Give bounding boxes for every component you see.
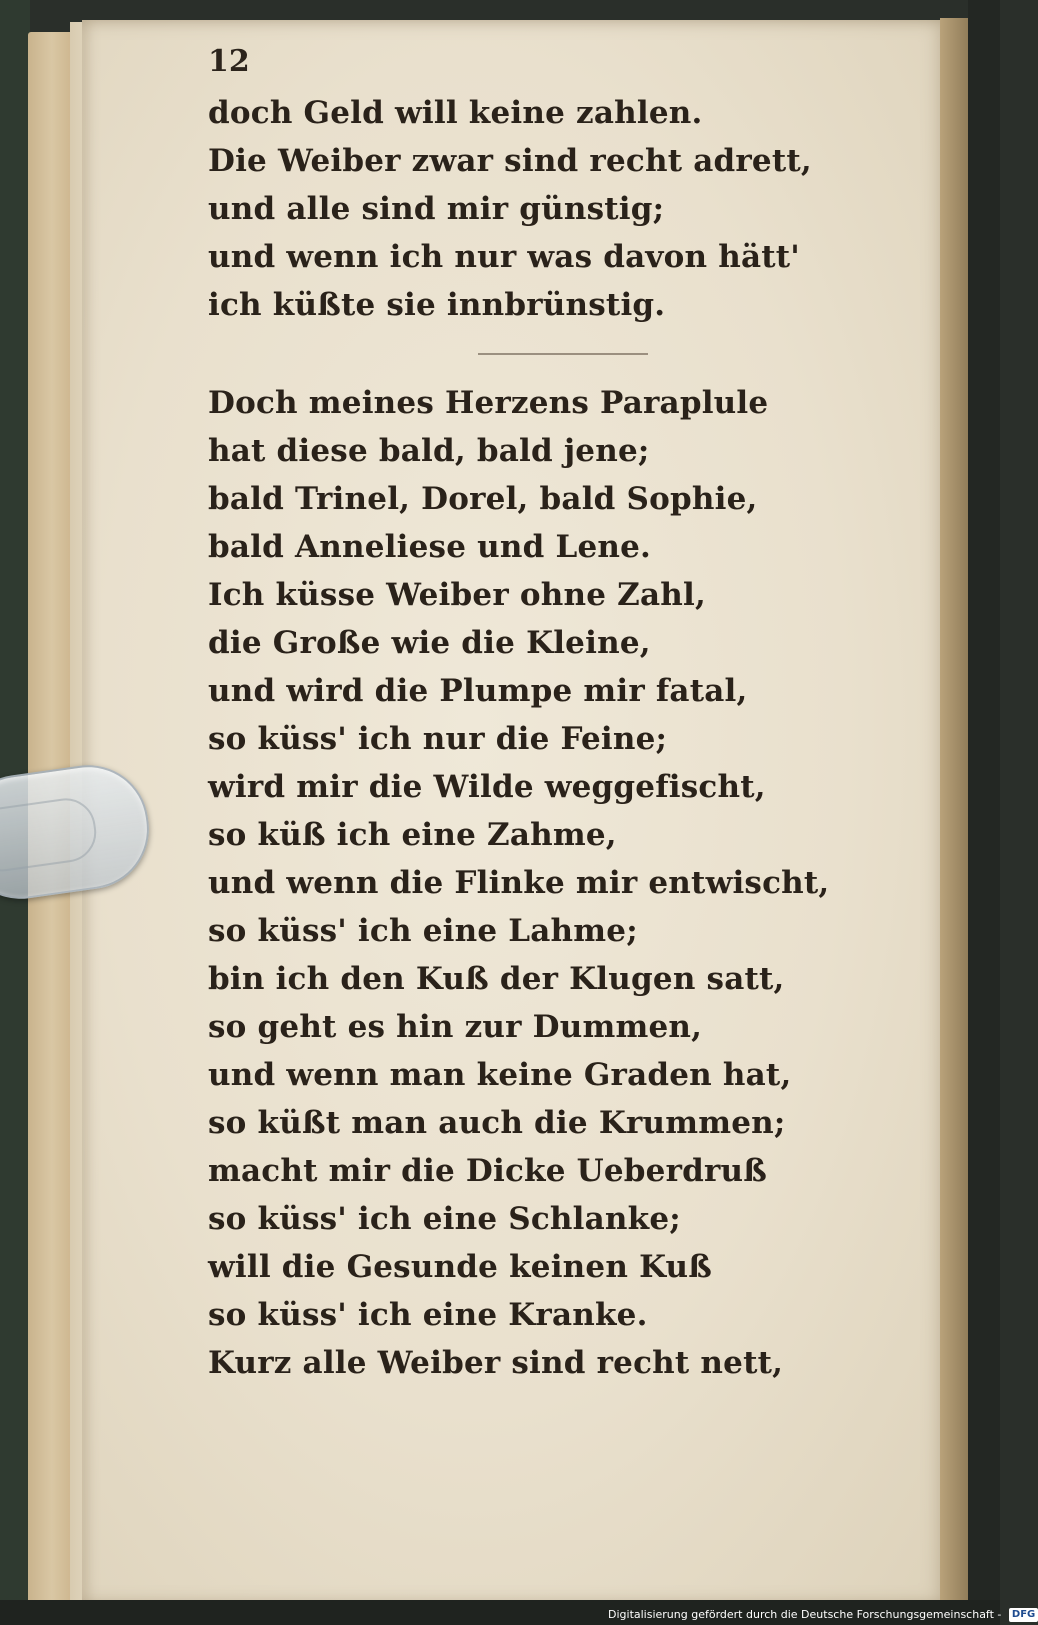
clip-inner-loop <box>0 795 100 876</box>
dfg-logo: DFG <box>1009 1608 1038 1622</box>
text-line: Die Weiber zwar sind recht adrett, <box>208 143 812 179</box>
page-number: 12 <box>208 44 250 79</box>
text-line: bin ich den Kuß der Klugen satt, <box>208 961 785 997</box>
text-line: und wenn man keine Graden hat, <box>208 1057 792 1093</box>
text-line: so geht es hin zur Dummen, <box>208 1009 703 1045</box>
text-line: und wird die Plumpe mir fatal, <box>208 673 748 709</box>
credit-text: Digitalisierung gefördert durch die Deutsche Forschungsgemeinschaft - <box>608 1608 1002 1621</box>
text-line: so küss' ich eine Kranke. <box>208 1297 648 1333</box>
text-line: Kurz alle Weiber sind recht nett, <box>208 1345 784 1381</box>
text-line: doch Geld will keine zahlen. <box>208 95 703 131</box>
text-line: hat diese bald, bald jene; <box>208 433 650 469</box>
text-line: so küss' ich eine Lahme; <box>208 913 638 949</box>
text-line: und wenn ich nur was davon hätt' <box>208 239 800 275</box>
text-line: Doch meines Herzens Paraplule <box>208 385 769 421</box>
text-line: so küss' ich eine Schlanke; <box>208 1201 681 1237</box>
text-line: bald Trinel, Dorel, bald Sophie, <box>208 481 758 517</box>
text-line: so küßt man auch die Krummen; <box>208 1105 786 1141</box>
background-right <box>968 0 1000 1625</box>
text-line: bald Anneliese und Lene. <box>208 529 652 565</box>
text-line: macht mir die Dicke Ueberdruß <box>208 1153 768 1189</box>
stanza-divider <box>478 353 648 355</box>
text-line: Ich küsse Weiber ohne Zahl, <box>208 577 706 613</box>
text-line: so küss' ich nur die Feine; <box>208 721 668 757</box>
text-line: wird mir die Wilde weggefischt, <box>208 769 766 805</box>
digitization-credit <box>608 1604 1038 1625</box>
text-line: und alle sind mir günstig; <box>208 191 665 227</box>
text-line: so küß ich eine Zahme, <box>208 817 617 853</box>
text-line: ich küßte sie innbrünstig. <box>208 287 666 323</box>
book-cover-right <box>940 18 970 1608</box>
text-line: die Große wie die Kleine, <box>208 625 651 661</box>
text-line: und wenn die Flinke mir entwischt, <box>208 865 830 901</box>
text-line: will die Gesunde keinen Kuß <box>208 1249 713 1285</box>
